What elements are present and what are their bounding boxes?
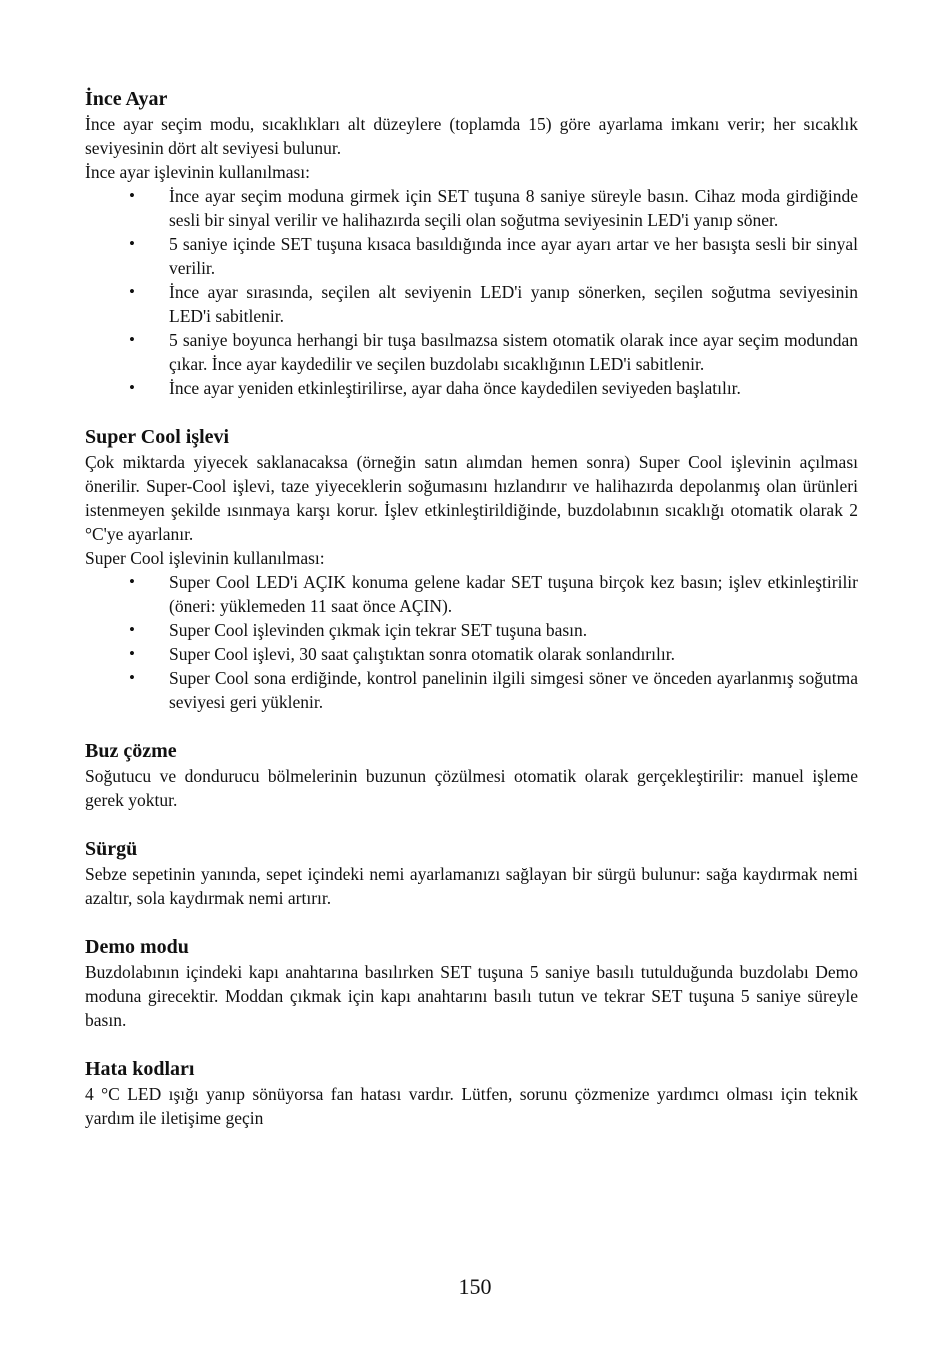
section-spacer [85, 400, 858, 424]
list-item [129, 184, 858, 232]
list-item [129, 618, 858, 642]
section-super-cool [85, 424, 858, 714]
bullet-icon: • [129, 644, 135, 663]
list-item-text: İnce ayar sırasında, seçilen alt seviyenin LED'i yanıp sönerken, seçilen soğutma seviyesinin LED'i sabitlenir. [169, 282, 858, 326]
list-item-text: 5 saniye boyunca herhangi bir tuşa basılmazsa sistem otomatik olarak ince ayar seçim modundan çıkar. İnce ayar kaydedilir ve seçilen buzdolabı sıcaklığının LED'i sabitlenir. [169, 330, 858, 374]
section-usage: Super Cool işlevinin kullanılması: [85, 548, 325, 568]
list-item-text: İnce ayar seçim moduna girmek için SET tuşuna 8 saniye süreyle basın. Cihaz moda girdiğinde sesli bir sinyal verilir ve halihazırda seçili olan soğutma seviyesinin LED'i yanıp söner. [169, 186, 858, 230]
bullet-icon: • [129, 572, 135, 591]
section-title: Demo modu [85, 936, 189, 958]
section-title: İnce Ayar [85, 88, 168, 110]
section-buz-cozme [85, 738, 858, 812]
bullet-icon: • [129, 234, 135, 253]
section-usage: İnce ayar işlevinin kullanılması: [85, 162, 311, 182]
section-title: Buz çözme [85, 740, 177, 762]
bullet-icon: • [129, 330, 135, 349]
section-intro: Soğutucu ve dondurucu bölmelerinin buzunun çözülmesi otomatik olarak gerçekleştirilir: manuel işleme gerek yoktur. [85, 766, 858, 810]
section-title: Hata kodları [85, 1058, 195, 1080]
bullet-list [85, 184, 858, 400]
section-title: Sürgü [85, 838, 138, 860]
bullet-icon: • [129, 668, 135, 687]
bullet-icon: • [129, 378, 135, 397]
section-spacer [85, 1032, 858, 1056]
section-ince-ayar [85, 86, 858, 400]
page-number: 150 [458, 1274, 492, 1299]
list-item [129, 666, 858, 714]
section-spacer [85, 714, 858, 738]
bullet-icon: • [129, 282, 135, 301]
bullet-icon: • [129, 620, 135, 639]
list-item [129, 642, 858, 666]
list-item-text: Super Cool işlevi, 30 saat çalıştıktan sonra otomatik olarak sonlandırılır. [169, 644, 675, 664]
list-item [129, 570, 858, 618]
list-item-text: 5 saniye içinde SET tuşuna kısaca basıldığında ince ayar ayarı artar ve her basışta sesli bir sinyal verilir. [169, 234, 858, 278]
section-surgu [85, 836, 858, 910]
section-intro: 4 °C LED ışığı yanıp sönüyorsa fan hatası vardır. Lütfen, sorunu çözmenize yardımcı olması için teknik yardım ile iletişime geçin [85, 1084, 858, 1128]
bullet-icon: • [129, 186, 135, 205]
document-page [85, 86, 858, 1130]
list-item [129, 280, 858, 328]
section-hata-kodlari [85, 1056, 858, 1130]
section-spacer [85, 812, 858, 836]
section-intro: İnce ayar seçim modu, sıcaklıkları alt düzeylere (toplamda 15) göre ayarlama imkanı verir; her sıcaklık seviyesinin dört alt seviyesi bulunur. [85, 114, 858, 158]
list-item-text: İnce ayar yeniden etkinleştirilirse, ayar daha önce kaydedilen seviyeden başlatılır. [169, 378, 741, 398]
list-item [129, 376, 858, 400]
section-demo-modu [85, 934, 858, 1032]
section-intro: Sebze sepetinin yanında, sepet içindeki nemi ayarlamanızı sağlayan bir sürgü bulunur: sağa kaydırmak nemi azaltır, sola kaydırmak nemi artırır. [85, 864, 858, 908]
list-item [129, 328, 858, 376]
list-item-text: Super Cool LED'i AÇIK konuma gelene kadar SET tuşuna birçok kez basın; işlev etkinleştirilir (öneri: yüklemeden 11 saat önce AÇIN). [169, 572, 858, 616]
bullet-list [85, 570, 858, 714]
list-item-text: Super Cool işlevinden çıkmak için tekrar SET tuşuna basın. [169, 620, 588, 640]
list-item-text: Super Cool sona erdiğinde, kontrol panelinin ilgili simgesi söner ve önceden ayarlanmış soğutma seviyesi geri yüklenir. [169, 668, 858, 712]
section-title: Super Cool işlevi [85, 426, 230, 448]
list-item [129, 232, 858, 280]
section-spacer [85, 910, 858, 934]
section-intro: Çok miktarda yiyecek saklanacaksa (örneğin satın alımdan hemen sonra) Super Cool işlevinin açılması önerilir. Super-Cool işlevi, taze yiyeceklerin soğumasını hızlandırır ve halihazırda depolanmış olan ürünleri istenmeyen şekilde ısınmaya karşı korur. İşlev etkinleştirildiğinde, buzdolabının sıcaklığı otomatik olarak 2 °C'ye ayarlanır. [85, 452, 858, 544]
section-intro: Buzdolabının içindeki kapı anahtarına basılırken SET tuşuna 5 saniye basılı tutulduğunda buzdolabı Demo moduna girecektir. Moddan çıkmak için kapı anahtarını basılı tutun ve tekrar SET tuşuna 5 saniye süreyle basın. [85, 962, 858, 1030]
